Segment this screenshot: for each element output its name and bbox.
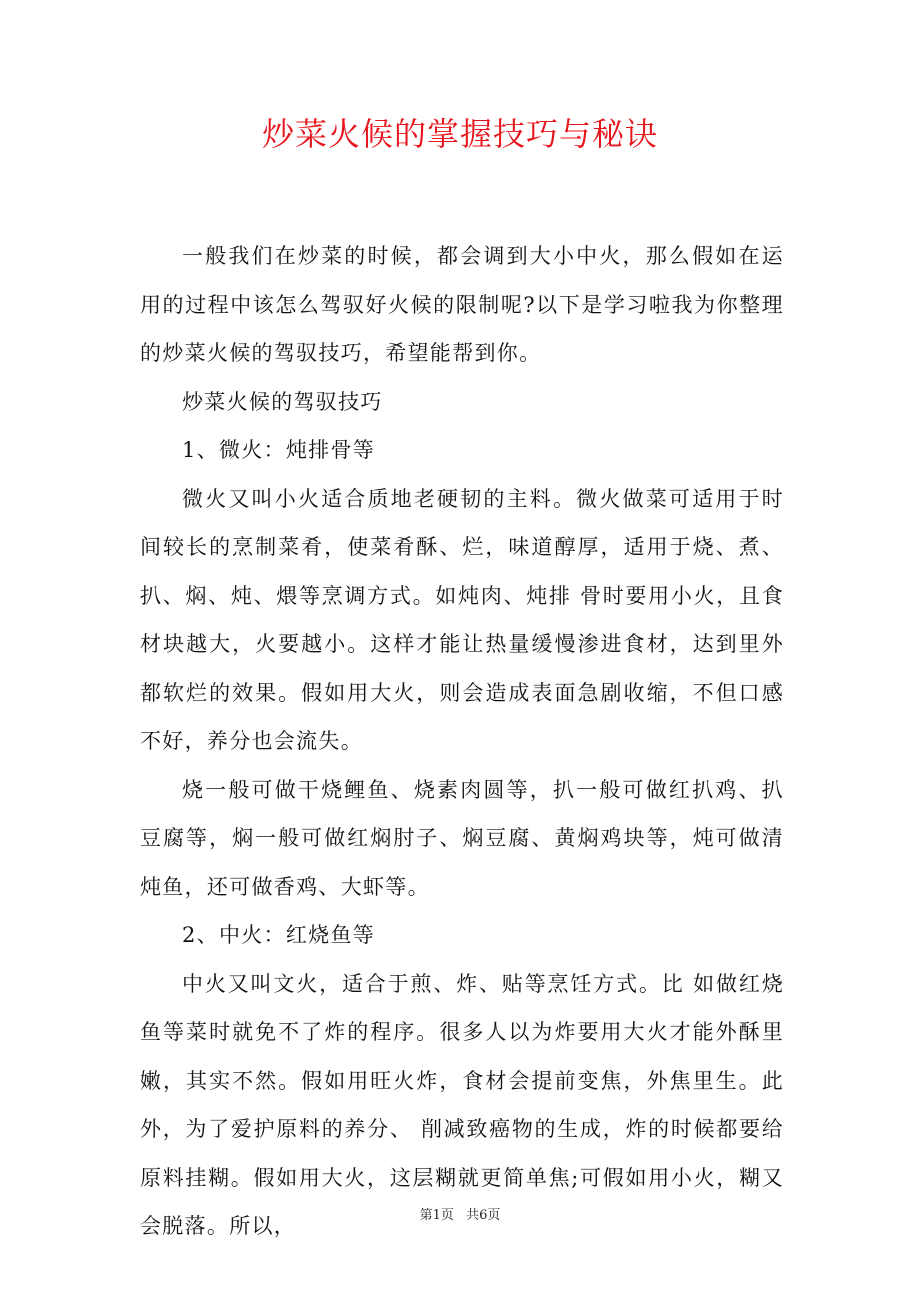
paragraph: 一般我们在炒菜的时候，都会调到大小中火，那么假如在运用的过程中该怎么驾驭好火候的限制呢?以下是学习啦我为你整理的炒菜火候的驾驭技巧，希望能帮到你。 (140, 244, 784, 365)
paragraph: 微火又叫小火适合质地老硬韧的主料。微火做菜可适用于时间较长的烹制菜肴，使菜肴酥、烂，味道醇厚，适用于烧、煮、扒、焖、炖、煨等烹调方式。如炖肉、炖排 骨时要用小火，且食材块越大，火要越小。这样才能让热量缓慢渗进食材，达到里外都软烂的效果。假如用大火，则会造成表面急剧收缩，不但口感不好，养分也会流失。 (140, 486, 784, 753)
page-total: 共6页 (466, 1208, 501, 1223)
page-number: 第1页 (419, 1208, 454, 1223)
page-footer (0, 1206, 920, 1226)
subsection-heading: 1、微火：炖排骨等 (182, 438, 376, 462)
paragraph: 烧一般可做干烧鲤鱼、烧素肉圆等，扒一般可做红扒鸡、扒豆腐等，焖一般可做红焖肘子、焖豆腐、黄焖鸡块等，炖可做清炖鱼，还可做香鸡、大虾等。 (140, 777, 784, 899)
section-heading: 炒菜火候的驾驭技巧 (182, 389, 383, 414)
document-title: 炒菜火候的掌握技巧与秘诀 (261, 115, 658, 153)
paragraph: 中火又叫文火，适合于煎、炸、贴等烹饪方式。比 如做红烧鱼等菜时就免不了炸的程序。很多人以为炸要用大火才能外酥里嫩，其实不然。假如用旺火炸，食材会提前变焦，外焦里生。此外，为了爱护原料的养分、 削减致癌物的生成，炸的时候都要给原料挂糊。假如用大火，这层糊就更简单焦;可假如用小火，糊又会脱落。所以， (140, 971, 784, 1238)
subsection-heading: 2、中火：红烧鱼等 (182, 923, 376, 947)
document-body (140, 232, 784, 1251)
